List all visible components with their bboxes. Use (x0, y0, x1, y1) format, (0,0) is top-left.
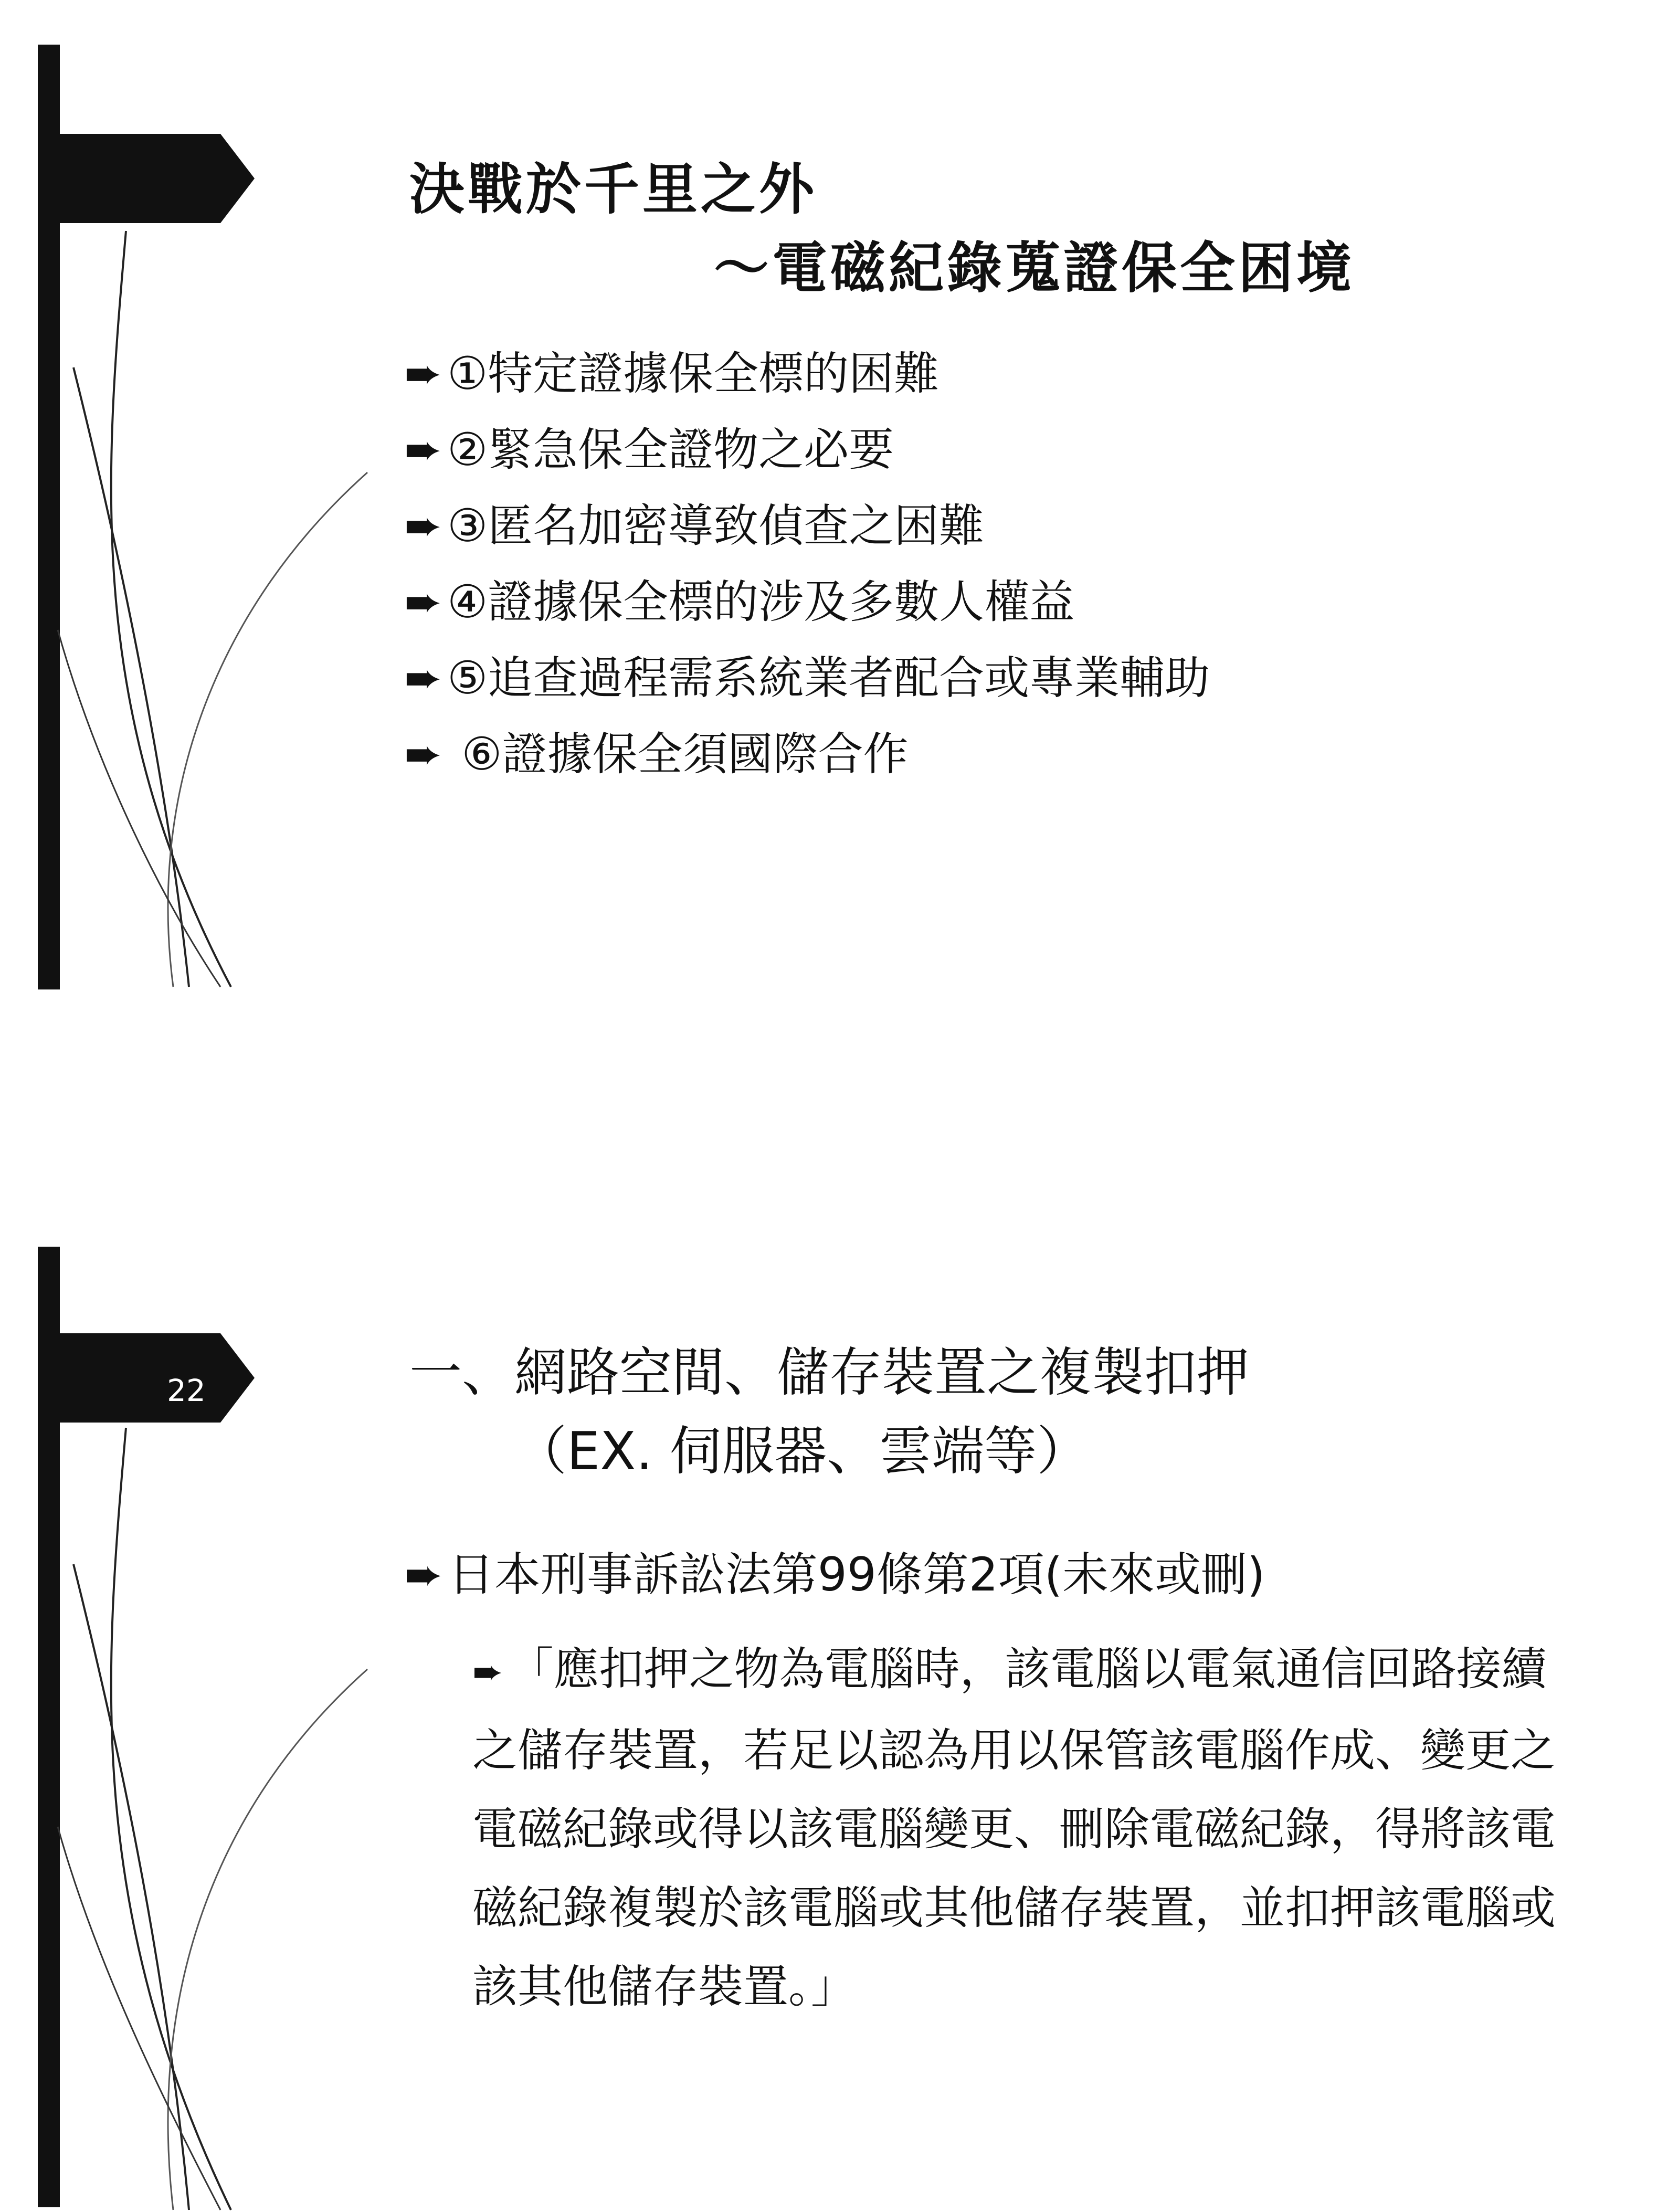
slide-number: 22 (167, 1373, 206, 1408)
arrow-bullet-icon: ➨ (404, 424, 442, 476)
signpost-arrow (60, 134, 255, 223)
decorative-curve (168, 472, 367, 987)
slide-decoration (0, 0, 399, 1024)
slide-decoration (0, 1223, 399, 2212)
decorative-curve (168, 1669, 367, 2210)
slide-title (409, 150, 1355, 307)
title-line-1: 決戰於千里之外 (409, 156, 818, 222)
list-item: ➨ ⑤追查過程需系統業者配合或專業輔助 (404, 640, 1210, 717)
arrow-bullet-icon: ➨ (404, 652, 442, 704)
bullet-list (404, 336, 1210, 793)
arrow-bullet-icon: ➨ (472, 1650, 503, 1693)
list-item: ➨ ②緊急保全證物之必要 (404, 412, 1210, 488)
arrow-bullet-icon: ➨ (404, 1547, 443, 1602)
arrow-bullet-icon: ➨ (404, 728, 442, 781)
vertical-bar (38, 45, 60, 989)
arrow-bullet-icon: ➨ (404, 500, 442, 552)
decorative-curve (58, 1827, 220, 2210)
slide-2 (0, 1223, 1657, 2212)
title-line-1: 一、網路空間、儲存裝置之複製扣押 (409, 1342, 1249, 1403)
slide-title (409, 1333, 1249, 1491)
signpost-arrow (60, 1333, 255, 1423)
list-item: ➨ ④證據保全標的涉及多數人權益 (404, 564, 1210, 640)
vertical-bar (38, 1247, 60, 2207)
list-item: ➨ ⑥證據保全須國際合作 (404, 717, 1210, 793)
decorative-curve (58, 630, 220, 987)
arrow-bullet-icon: ➨ (404, 576, 442, 628)
decorative-curve (111, 1428, 231, 2210)
title-line-2: （EX. 伺服器、雲端等） (514, 1420, 1090, 1482)
list-item: ➨ ③匿名加密導致偵查之困難 (404, 488, 1210, 564)
list-item: ➨ ①特定證據保全標的困難 (404, 336, 1210, 412)
law-quote-text: 「應扣押之物為電腦時，該電腦以電氣通信回路接續之儲存裝置，若足以認為用以保管該電腦作成、變更之電磁紀錄或得以該電腦變更、刪除電磁紀錄，得將該電磁紀錄複製於該電腦或其他儲存裝置，並扣押該電腦或該其他儲存裝置。」 (472, 1643, 1556, 2013)
title-line-2: ～電磁紀錄蒐證保全困境 (714, 235, 1355, 300)
law-heading (404, 1543, 1265, 1606)
law-heading-text: 日本刑事訴訟法第99條第2項(未來或刪) (448, 1547, 1265, 1602)
arrow-bullet-icon: ➨ (404, 347, 442, 400)
slide-1 (0, 0, 1657, 1024)
law-quote (472, 1630, 1580, 2026)
decorative-curve (73, 367, 189, 987)
